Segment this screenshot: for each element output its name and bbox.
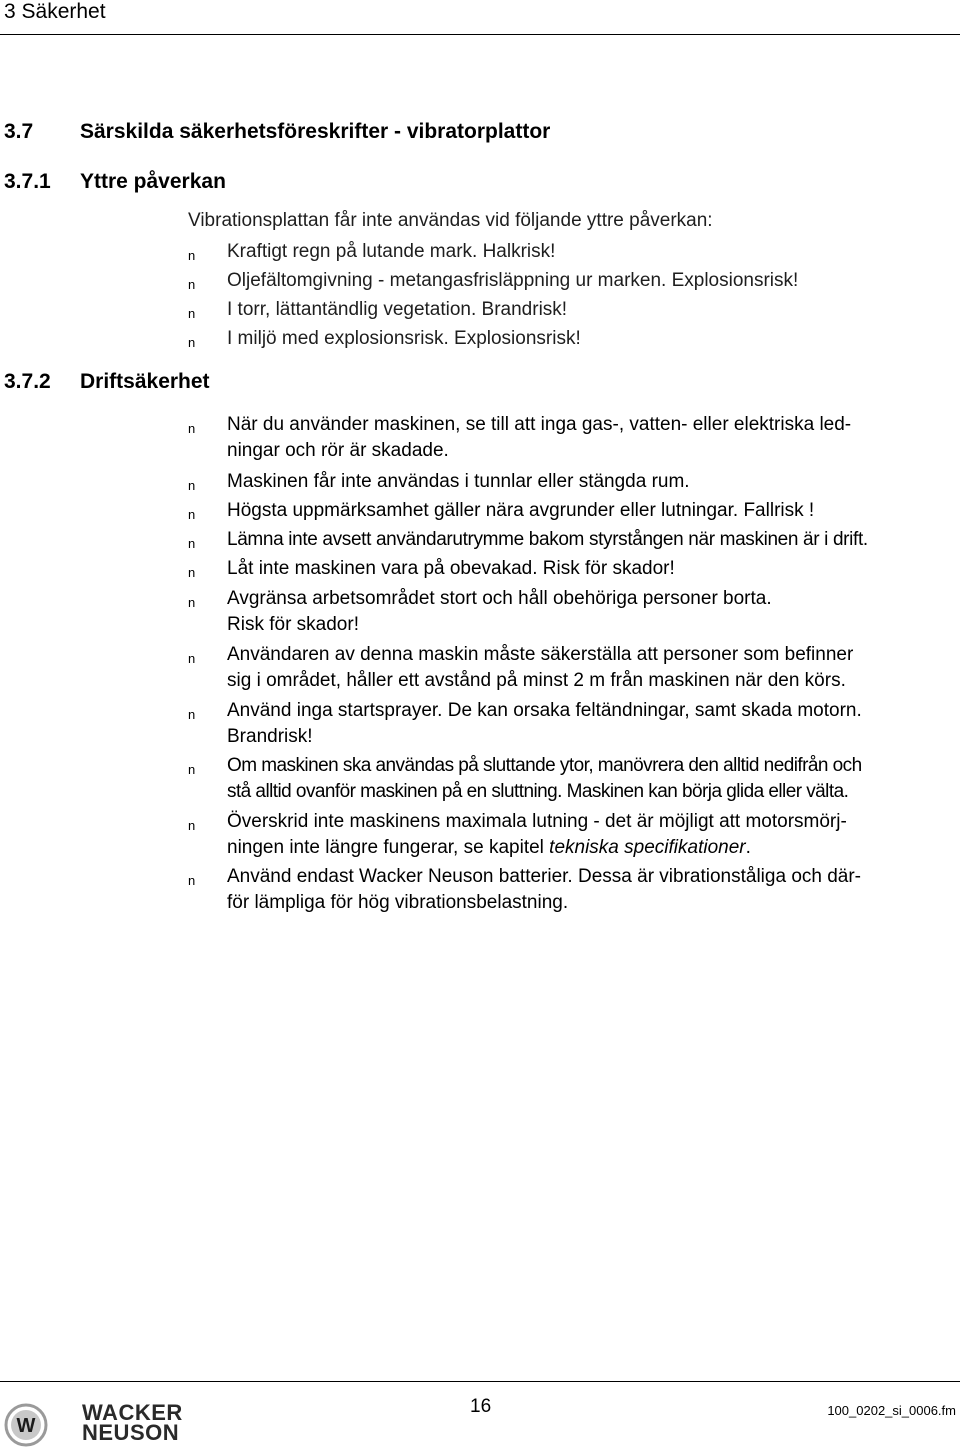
logo-mark-letter: W xyxy=(16,1415,36,1437)
list-item-line: När du använder maskinen, se till att inga gas-, vatten- eller elektriska led- xyxy=(227,414,852,435)
bullet-marker: n xyxy=(188,536,196,551)
list-item-line: Om maskinen ska användas på sluttande ytor, manövrera den alltid nedifrån och xyxy=(227,755,862,776)
logo-line-2: NEUSON xyxy=(82,1420,180,1445)
wacker-neuson-wordmark xyxy=(82,1400,183,1445)
bullet-marker: n xyxy=(188,421,196,436)
chapter-reference: tekniska specifikationer xyxy=(549,837,746,858)
list-item-line xyxy=(227,835,959,861)
list-item-line: Använd inga startsprayer. De kan orsaka feltändningar, samt skada motorn. xyxy=(227,700,862,721)
list-item xyxy=(227,527,959,553)
list-item xyxy=(227,469,959,495)
bullet-marker: n xyxy=(188,335,196,350)
bullet-marker: n xyxy=(188,478,196,493)
bullet-marker: n xyxy=(188,507,196,522)
list-item-line: sig i området, håller ett avstånd på minst 2 m från maskinen när den körs. xyxy=(227,670,846,691)
list-item-line: för lämpliga för hög vibrationsbelastning. xyxy=(227,892,569,913)
list-item: Oljefältomgivning - metangasfrisläppning ur marken. Explosionsrisk! xyxy=(227,270,799,291)
wacker-neuson-logo-icon xyxy=(4,1403,48,1447)
list-item xyxy=(227,642,959,694)
bullet-marker: n xyxy=(188,277,196,292)
bullet-marker: n xyxy=(188,248,196,263)
list-item-text: ningen inte längre fungerar, se kapitel xyxy=(227,837,550,858)
bullet-marker: n xyxy=(188,762,196,777)
bullet-marker: n xyxy=(188,818,196,833)
bullet-marker: n xyxy=(188,651,196,666)
section-3-7-1-title: Yttre påverkan xyxy=(80,170,226,193)
list-item: I torr, lättantändlig vegetation. Brandrisk! xyxy=(227,299,568,320)
list-item: I miljö med explosionsrisk. Explosionsrisk! xyxy=(227,328,581,349)
list-item-text: . xyxy=(745,837,751,858)
list-item-line: Maskinen får inte användas i tunnlar eller stängda rum. xyxy=(227,471,690,492)
list-item-line: Brandrisk! xyxy=(227,726,313,747)
document-code: 100_0202_si_0006.fm xyxy=(827,1403,956,1418)
list-item xyxy=(227,412,959,464)
section-3-7-number: 3.7 xyxy=(4,120,34,143)
section-3-7-2-number: 3.7.2 xyxy=(4,370,51,393)
section-3-7-1-intro: Vibrationsplattan får inte användas vid följande yttre påverkan: xyxy=(188,210,713,231)
list-item-line: Använd endast Wacker Neuson batterier. Dessa är vibrationståliga och där- xyxy=(227,866,862,887)
list-item-line: Användaren av denna maskin måste säkerställa att personer som befinner xyxy=(227,644,854,665)
list-item xyxy=(227,809,959,861)
list-item-line: stå alltid ovanför maskinen på en sluttning. Maskinen kan börja glida eller välta. xyxy=(227,781,849,802)
list-item-line: Risk för skador! xyxy=(227,614,359,635)
list-item xyxy=(227,586,959,638)
bullet-marker: n xyxy=(188,565,196,580)
page-header-title: 3 Säkerhet xyxy=(4,0,106,23)
footer-divider xyxy=(0,1381,960,1382)
header-divider xyxy=(0,34,960,35)
list-item-line: Lämna inte avsett användarutrymme bakom styrstången när maskinen är i drift. xyxy=(227,529,868,550)
list-item-line: Avgränsa arbetsområdet stort och håll obehöriga personer borta. xyxy=(227,588,772,609)
section-3-7-2-title: Driftsäkerhet xyxy=(80,370,210,393)
logo-line-1: WACKER xyxy=(82,1400,183,1425)
list-item xyxy=(227,498,959,524)
list-item xyxy=(227,864,959,916)
section-3-7-title: Särskilda säkerhetsföreskrifter - vibratorplattor xyxy=(80,120,551,143)
list-item: Kraftigt regn på lutande mark. Halkrisk! xyxy=(227,241,556,262)
list-item-line: Överskrid inte maskinens maximala lutning - det är möjligt att motorsmörj- xyxy=(227,811,847,832)
bullet-marker: n xyxy=(188,306,196,321)
list-item-line: Låt inte maskinen vara på obevakad. Risk för skador! xyxy=(227,558,675,579)
page-number: 16 xyxy=(470,1396,492,1417)
list-item-line: Högsta uppmärksamhet gäller nära avgrunder eller lutningar. Fallrisk ! xyxy=(227,500,815,521)
list-item xyxy=(227,556,959,582)
list-item xyxy=(227,698,959,750)
section-3-7-1-number: 3.7.1 xyxy=(4,170,51,193)
list-item xyxy=(227,753,959,805)
bullet-marker: n xyxy=(188,707,196,722)
bullet-marker: n xyxy=(188,595,196,610)
bullet-marker: n xyxy=(188,873,196,888)
list-item-line: ningar och rör är skadade. xyxy=(227,440,449,461)
